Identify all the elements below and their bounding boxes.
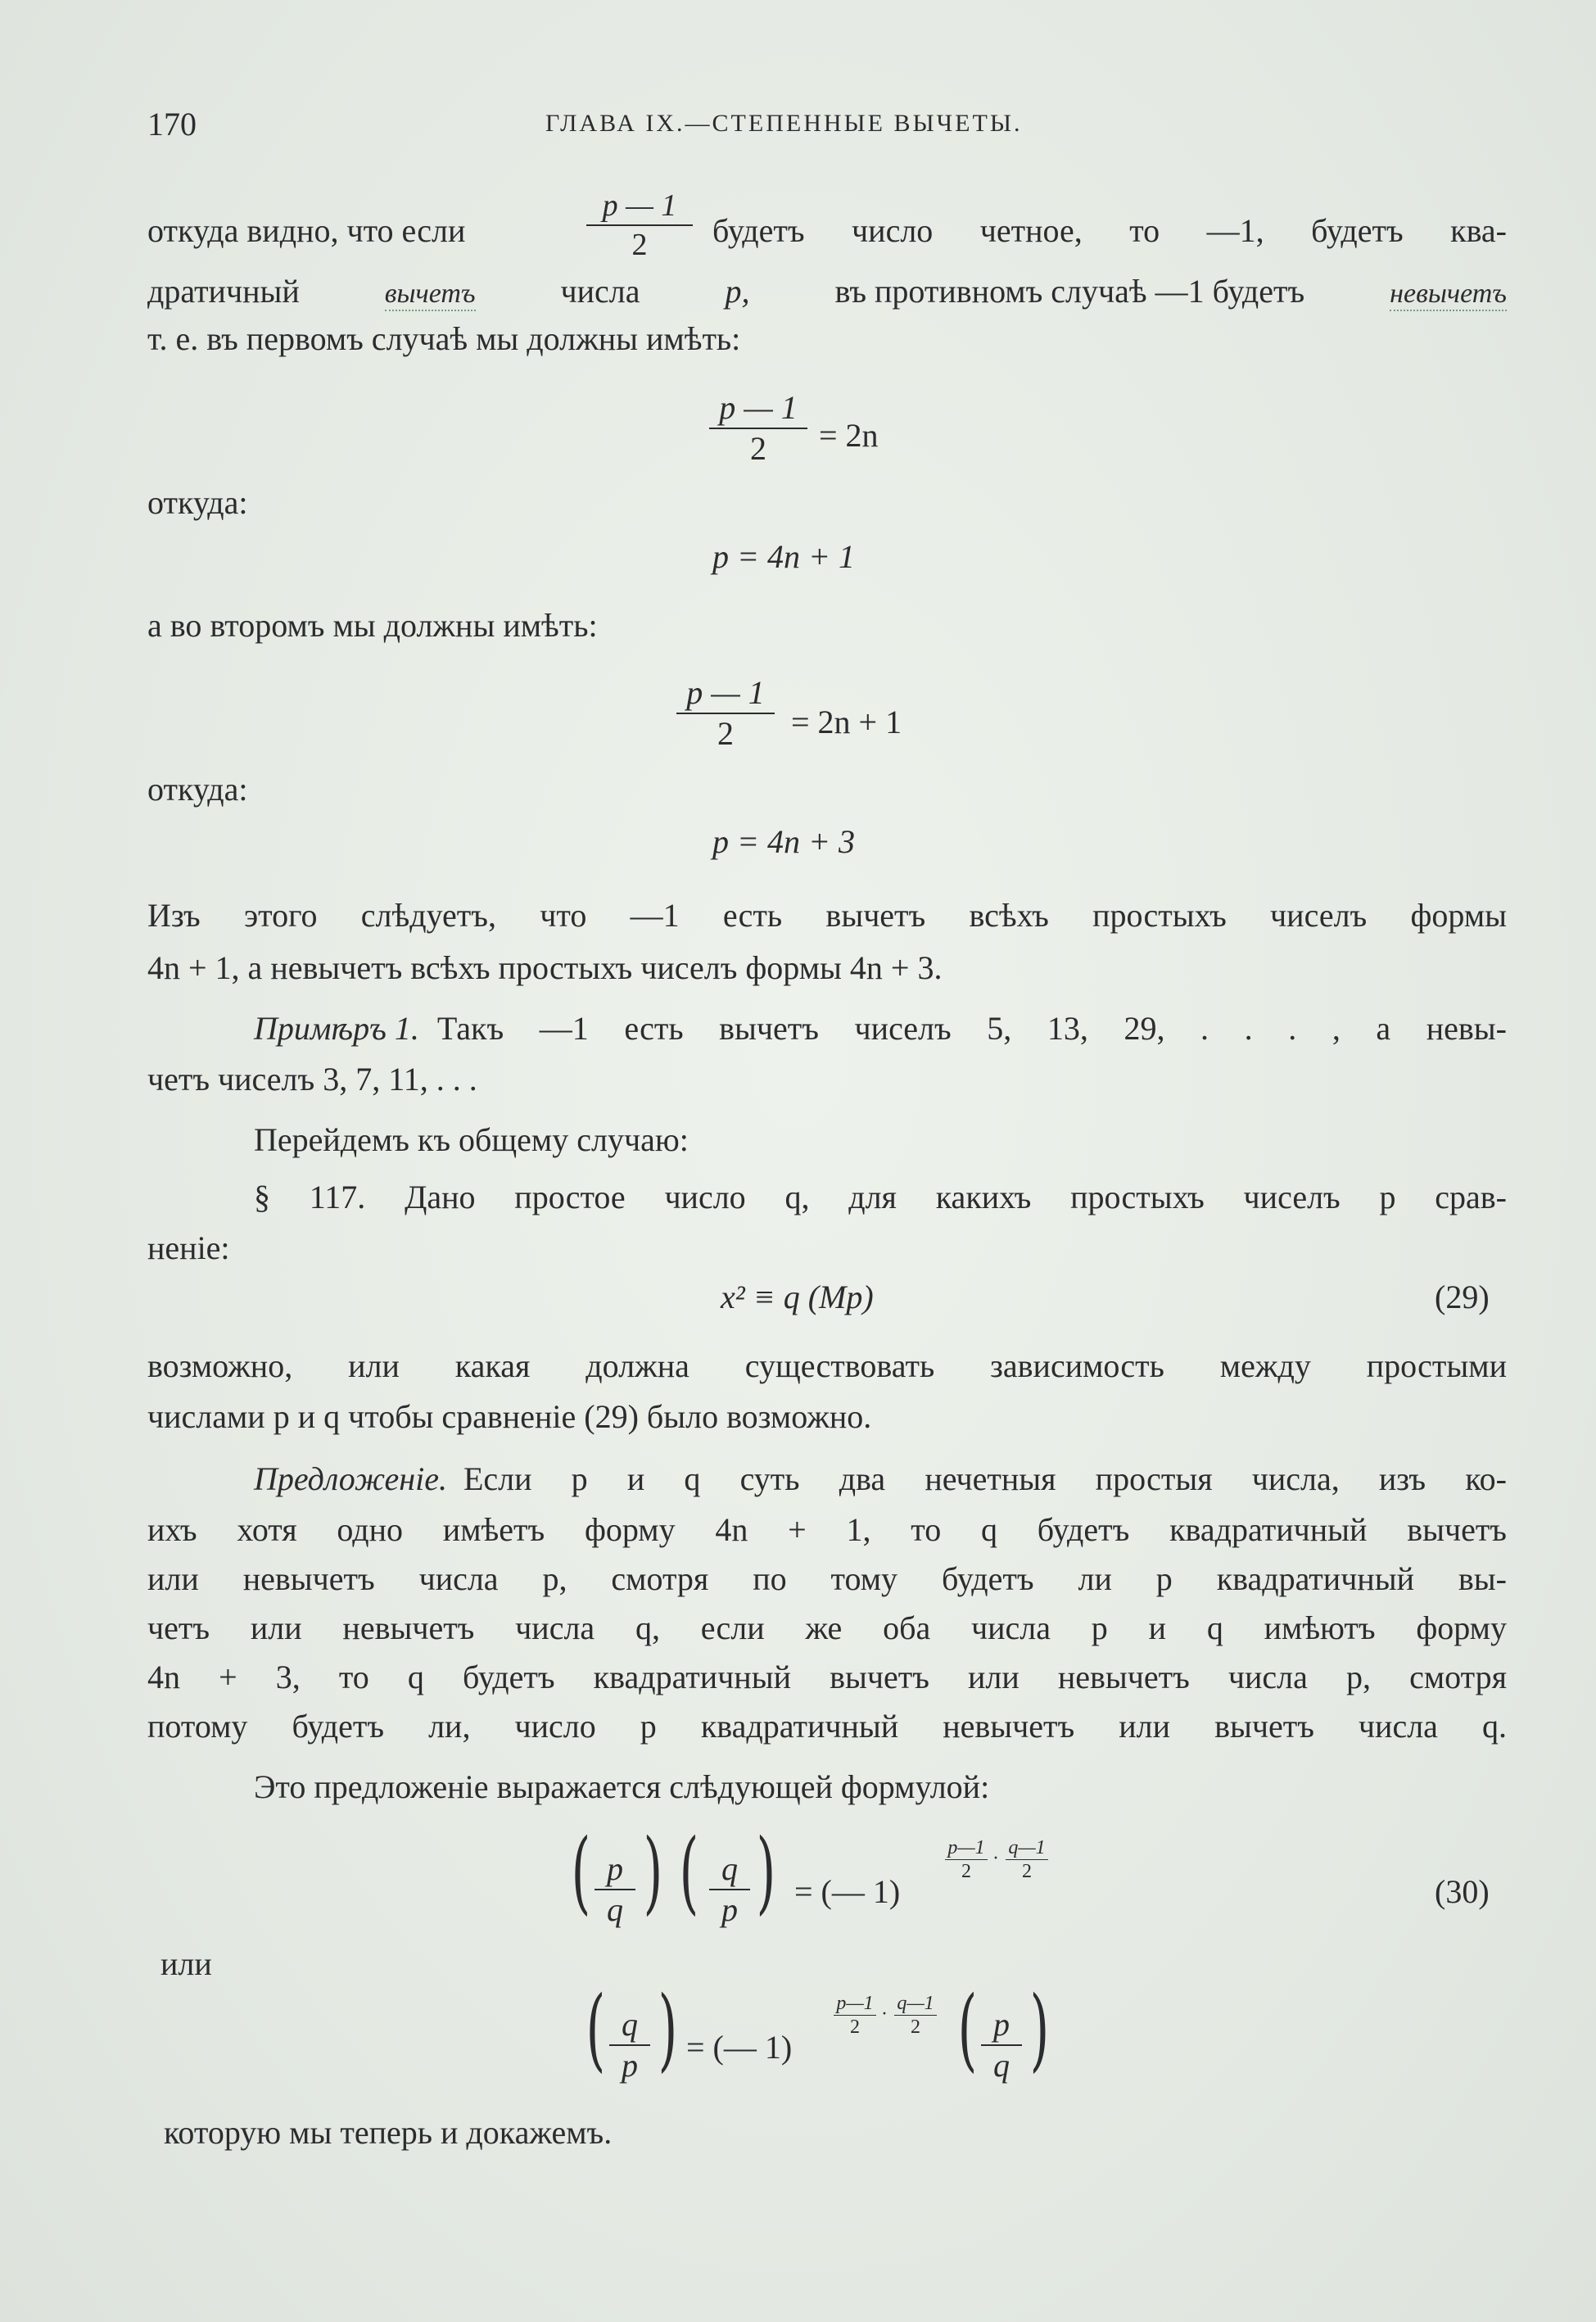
text-line: неніе: <box>147 1229 230 1266</box>
right-paren: ) <box>1029 1976 1050 2081</box>
math-symbol: p, <box>725 273 750 310</box>
left-paren: ( <box>957 1976 978 2081</box>
text-line: откуда: <box>147 771 248 808</box>
text-line: четъ чиселъ 3, 7, 11, . . . <box>147 1061 477 1098</box>
handwritten-underlined-word: вычетъ <box>385 280 476 311</box>
fraction-bar <box>834 2015 876 2016</box>
fraction-denominator: 2 <box>1022 1861 1032 1882</box>
equation-tag: (30) <box>1435 1873 1490 1910</box>
exponent-fraction <box>1006 1838 1048 1881</box>
exponent-fraction <box>945 1838 988 1881</box>
exponent-dot: · <box>881 2003 888 2025</box>
exponent-fraction <box>894 1994 937 2037</box>
text-fragment: въ противномъ случаѣ —1 будетъ <box>834 273 1305 310</box>
text-line: 4n + 3, то q будетъ квадратичный вычетъ или невычетъ числа p, смотря <box>147 1659 1507 1695</box>
right-paren: ) <box>658 1976 678 2081</box>
display-fraction <box>676 674 775 752</box>
text-line: т. е. въ первомъ случаѣ мы должны имѣть: <box>147 320 741 357</box>
fraction-numerator: p <box>993 2006 1010 2043</box>
text-line: или невычетъ числа p, смотря по тому будетъ ли p квадратичный вы- <box>147 1560 1507 1597</box>
fraction-denominator: p <box>622 2047 638 2084</box>
fraction-bar <box>676 713 775 714</box>
fraction-numerator: p — 1 <box>686 674 765 711</box>
exponent-dot: · <box>992 1848 999 1869</box>
equation-tag: (29) <box>1435 1279 1490 1315</box>
text-line: или <box>161 1945 212 1982</box>
fraction-bar <box>586 224 693 226</box>
fraction-bar <box>609 2044 650 2046</box>
fraction-denominator: 2 <box>911 2016 920 2038</box>
fraction-numerator: q—1 <box>897 1993 934 2014</box>
legendre-symbol <box>595 1850 635 1928</box>
text-fragment: Если p и q суть два нечетныя простыя числа, изъ ко- <box>463 1460 1507 1497</box>
exponent-fraction <box>834 1994 876 2037</box>
fraction-denominator: q <box>607 1891 623 1928</box>
fraction-bar <box>709 428 807 429</box>
display-equation: p = 4n + 1 <box>712 538 855 575</box>
fraction-denominator: 2 <box>850 2016 860 2038</box>
text-line: которую мы теперь и докажемъ. <box>164 2114 613 2151</box>
fraction-numerator: q—1 <box>1008 1837 1046 1858</box>
equation-rhs: = (— 1) <box>686 2029 793 2066</box>
legendre-symbol <box>709 1850 750 1928</box>
fraction-numerator: p—1 <box>836 1993 874 2014</box>
display-equation: x² ≡ q (Mp) <box>721 1279 874 1315</box>
example-label: Примѣръ 1. <box>254 1010 419 1047</box>
left-paren: ( <box>586 1976 606 2081</box>
legendre-symbol <box>981 2008 1022 2082</box>
text-line: Это предложеніе выражается слѣдующей формулой: <box>254 1768 990 1805</box>
text-line <box>254 1460 1507 1497</box>
text-line: числами p и q чтобы сравненіе (29) было возможно. <box>147 1398 872 1435</box>
fraction-numerator: p — 1 <box>719 389 798 426</box>
text-fragment: Такъ —1 есть вычетъ чиселъ 5, 13, 29, . . . , а невы- <box>436 1010 1507 1047</box>
left-paren: ( <box>571 1819 591 1924</box>
fraction-denominator: q <box>993 2047 1010 2084</box>
text-line: откуда видно, что если <box>147 212 466 249</box>
text-line: Изъ этого слѣдуетъ, что —1 есть вычетъ всѣхъ простыхъ чиселъ формы <box>147 897 1507 934</box>
fraction-bar <box>981 2044 1022 2046</box>
fraction-numerator: p—1 <box>947 1837 985 1858</box>
equation-rhs: = 2n <box>819 417 879 454</box>
inline-fraction <box>586 190 693 260</box>
text-line: откуда: <box>147 484 248 521</box>
fraction-bar <box>945 1859 988 1860</box>
fraction-bar <box>1006 1859 1048 1860</box>
proposition-label: Предложеніе. <box>254 1460 447 1497</box>
fraction-bar <box>595 1889 635 1890</box>
display-fraction <box>709 389 807 467</box>
text-line: Перейдемъ къ общему случаю: <box>254 1121 689 1158</box>
text-fragment: числа <box>560 273 640 310</box>
fraction-bar <box>894 2015 937 2016</box>
display-equation: p = 4n + 3 <box>712 823 855 860</box>
fraction-denominator: 2 <box>717 715 734 752</box>
fraction-denominator: p <box>721 1891 738 1928</box>
right-paren: ) <box>756 1819 776 1924</box>
text-line <box>147 275 1507 311</box>
equation-rhs: = 2n + 1 <box>791 704 902 740</box>
fraction-numerator: p — 1 <box>602 188 677 223</box>
handwritten-underlined-word: невычетъ <box>1390 280 1507 311</box>
fraction-denominator: 2 <box>750 430 766 467</box>
fraction-numerator: p <box>607 1850 623 1887</box>
text-fragment: дратичный <box>147 273 300 310</box>
text-line: возможно, или какая должна существовать зависимость между простыми <box>147 1347 1507 1384</box>
right-paren: ) <box>643 1819 663 1924</box>
text-line: а во второмъ мы должны имѣть: <box>147 607 598 644</box>
fraction-numerator: q <box>622 2006 638 2043</box>
fraction-bar <box>709 1889 750 1890</box>
text-line: будетъ число четное, то —1, будетъ ква- <box>712 212 1507 249</box>
text-line: ихъ хотя одно имѣетъ форму 4n + 1, то q будетъ квадратичный вычетъ <box>147 1511 1507 1548</box>
text-line <box>254 1012 1507 1045</box>
text-line: потому будетъ ли, число p квадратичный невычетъ или вычетъ числа q. <box>147 1708 1507 1745</box>
section-heading-line: § 117. Дано простое число q, для какихъ простыхъ чиселъ p срав- <box>254 1179 1507 1215</box>
fraction-numerator: q <box>721 1850 738 1887</box>
left-paren: ( <box>679 1819 699 1924</box>
equation-rhs: = (— 1) <box>794 1873 901 1910</box>
page-number: 170 <box>147 106 197 143</box>
running-header: ГЛАВА IX.—СТЕПЕННЫЕ ВЫЧЕТЫ. <box>545 110 1023 137</box>
text-line: 4n + 1, а невычетъ всѣхъ простыхъ чиселъ формы 4n + 3. <box>147 949 943 986</box>
fraction-denominator: 2 <box>961 1861 971 1882</box>
legendre-symbol <box>609 2008 650 2082</box>
fraction-denominator: 2 <box>631 228 648 262</box>
text-line: четъ или невычетъ числа q, если же оба числа p и q имѣютъ форму <box>147 1609 1507 1646</box>
